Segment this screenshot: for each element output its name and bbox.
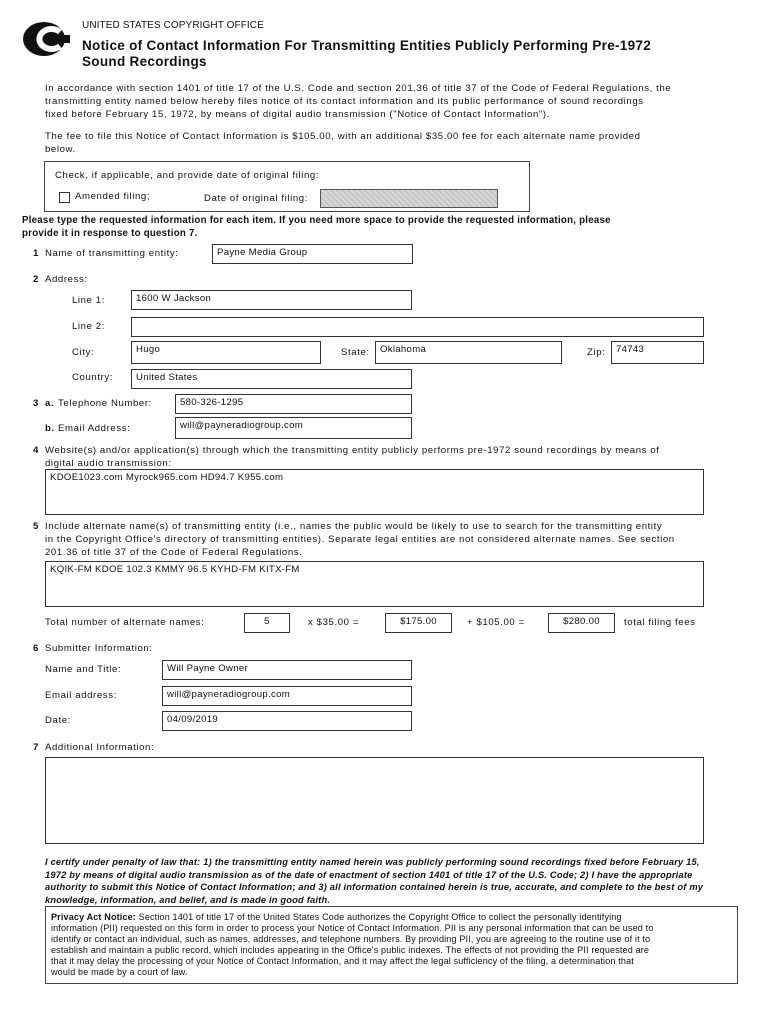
email-address-label: Email Address: xyxy=(58,423,131,434)
office-name: UNITED STATES COPYRIGHT OFFICE xyxy=(82,20,264,31)
per-name-fee-label: x $35.00 = xyxy=(308,617,360,628)
certification-line4: knowledge, information, and belief, and is made in good faith. xyxy=(45,894,331,905)
q1-number: 1 xyxy=(33,248,39,259)
original-filing-date-field[interactable] xyxy=(320,189,498,208)
submission-date-label: Date: xyxy=(45,715,71,726)
intro-para2-line1: The fee to file this Notice of Contact Information is $105.00, with an additional $35.00 fee for each alternate name provided xyxy=(45,131,641,142)
alternate-names-subtotal-field[interactable]: $175.00 xyxy=(385,613,452,633)
state-label: State: xyxy=(341,347,370,358)
q2-number: 2 xyxy=(33,274,39,285)
phone-label: Telephone Number: xyxy=(58,398,152,409)
q5-label-line2: in the Copyright Office's directory of transmitting entities). Separate legal entities are not considered alternate names. See section xyxy=(45,534,675,545)
submitter-email-field[interactable]: will@payneradiogroup.com xyxy=(162,686,412,706)
certification-line1: I certify under penalty of law that: 1) the transmitting entity named herein was publicly performing sound recordings fixed before February 15, xyxy=(45,857,700,867)
websites-field[interactable]: KDOE1023.com Myrock965.com HD94.7 K955.com xyxy=(45,469,704,515)
q2-label: Address: xyxy=(45,274,88,285)
privacy-line2: information (PII) requested on this form in order to process your Notice of Contact Information. PII is any personal information that can be used to xyxy=(51,923,654,934)
q4-number: 4 xyxy=(33,445,39,456)
address-line1-field[interactable]: 1600 W Jackson xyxy=(131,290,412,310)
q5-label-line1: Include alternate name(s) of transmitting entity (i.e., names the public would be likely to use to search for the transmitting entity xyxy=(45,521,663,532)
submitter-name-label: Name and Title: xyxy=(45,664,122,675)
address-line1-label: Line 1: xyxy=(72,295,106,306)
q4-label-line1: Website(s) and/or application(s) through which the transmitting entity publicly performs pre-1972 sound recordings by means of xyxy=(45,445,660,456)
country-field[interactable]: United States xyxy=(131,369,412,389)
city-field[interactable]: Hugo xyxy=(131,341,321,364)
privacy-act-notice xyxy=(45,906,738,984)
state-field[interactable]: Oklahoma xyxy=(375,341,562,364)
q3-number: 3 xyxy=(33,398,39,409)
intro-para2-line2: below. xyxy=(45,144,76,155)
total-names-label: Total number of alternate names: xyxy=(45,617,205,628)
total-fees-label: total filing fees xyxy=(624,617,696,628)
additional-information-field[interactable] xyxy=(45,757,704,844)
form-title-line2: Sound Recordings xyxy=(82,54,207,69)
certification-statement xyxy=(45,856,703,906)
submitter-email-label: Email address: xyxy=(45,690,117,701)
total-fee-field[interactable]: $280.00 xyxy=(548,613,615,633)
entity-name-field[interactable]: Payne Media Group xyxy=(212,244,413,264)
q1-label: Name of transmitting entity: xyxy=(45,248,179,259)
form-title-line1: Notice of Contact Information For Transmitting Entities Publicly Performing Pre-1972 xyxy=(82,38,652,53)
q5-number: 5 xyxy=(33,521,39,532)
alternate-names-count-field[interactable]: 5 xyxy=(244,613,290,633)
q7-label: Additional Information: xyxy=(45,742,155,753)
copyright-office-logo xyxy=(22,20,70,58)
alternate-names-field[interactable]: KQIK-FM KDOE 102.3 KMMY 96.5 KYHD-FM KITX-FM xyxy=(45,561,704,607)
zip-label: Zip: xyxy=(587,347,606,358)
privacy-line6: would be made by a court of law. xyxy=(51,967,188,978)
country-label: Country: xyxy=(72,372,114,383)
original-date-label: Date of original filing: xyxy=(204,193,308,204)
privacy-heading: Privacy Act Notice: xyxy=(51,912,136,922)
amended-prompt: Check, if applicable, and provide date of original filing: xyxy=(55,170,320,181)
address-line2-field[interactable] xyxy=(131,317,704,337)
instruction-line2: provide it in response to question 7. xyxy=(22,228,198,239)
privacy-line5: that it may delay the processing of your Notice of Contact Information, and it may affect the legal sufficiency of the filing, a determination that xyxy=(51,956,634,967)
q6-label: Submitter Information: xyxy=(45,643,153,654)
phone-field[interactable]: 580-326-1295 xyxy=(175,394,412,414)
certification-line2: 1972 by means of digital audio transmission as of the date of enactment of section 1401 of title 17 of the U.S. Code; 2) I have the appropriate xyxy=(45,869,693,880)
privacy-line1: Section 1401 of title 17 of the United States Code authorizes the Copyright Office to collect the personally identifying xyxy=(135,912,622,922)
email-address-field[interactable]: will@payneradiogroup.com xyxy=(175,417,412,439)
q6-number: 6 xyxy=(33,643,39,654)
q7-number: 7 xyxy=(33,742,39,753)
base-fee-label: + $105.00 = xyxy=(467,617,525,628)
intro-para1-line1: In accordance with section 1401 of title 17 of the U.S. Code and section 201.36 of title 37 of the Code of Federal Regulations, the xyxy=(45,83,672,94)
zip-field[interactable]: 74743 xyxy=(611,341,704,364)
q5-label-line3: 201.36 of title 37 of the Code of Federal Regulations. xyxy=(45,547,303,558)
q3b-letter: b. xyxy=(45,423,55,434)
privacy-line4: establish and maintain a public record, which includes appearing in the Office's public indexes. The effects of not providing the PII requested are xyxy=(51,945,650,956)
amended-filing-checkbox[interactable] xyxy=(59,192,70,203)
submitter-name-field[interactable]: Will Payne Owner xyxy=(162,660,412,680)
privacy-line3: identify or contact an individual, such as names, addresses, and telephone numbers. By providing PII, you are agreeing to the routine use of it to xyxy=(51,934,651,945)
address-line2-label: Line 2: xyxy=(72,321,106,332)
city-label: City: xyxy=(72,347,95,358)
intro-para1-line3: fixed before February 15, 1972, by means of digital audio transmission ("Notice of Contact Information"). xyxy=(45,109,550,120)
certification-line3: authority to submit this Notice of Contact Information; and 3) all information contained herein is true, accurate, and complete to the best of my xyxy=(45,882,704,892)
instruction-line1: Please type the requested information for each item. If you need more space to provide the requested information, please xyxy=(22,215,611,226)
q3a-letter: a. xyxy=(45,398,55,409)
q4-label-line2: digital audio transmission: xyxy=(45,458,172,469)
intro-para1-line2: transmitting entity named below hereby files notice of its contact information and its public performance of sound recordings xyxy=(45,96,644,107)
submission-date-field[interactable]: 04/09/2019 xyxy=(162,711,412,731)
amended-filing-label: Amended filing; xyxy=(75,191,151,202)
